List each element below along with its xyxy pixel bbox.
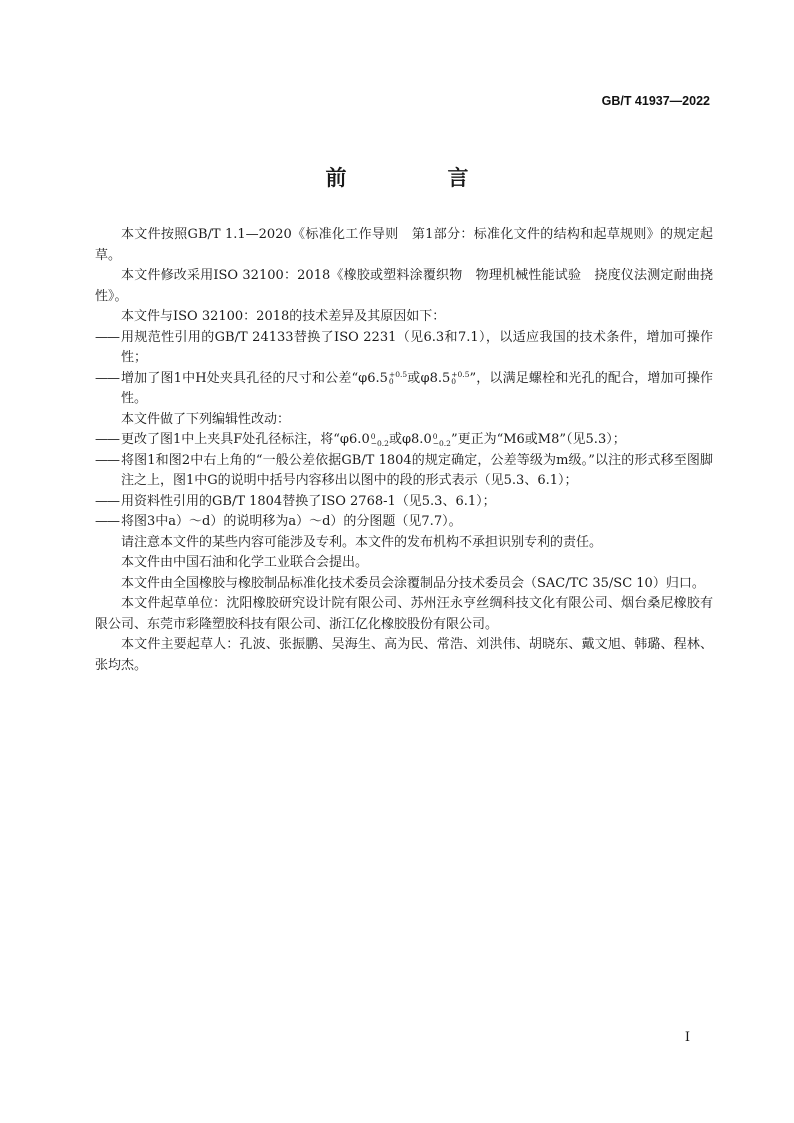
- tolerance-upper: 0: [432, 431, 438, 441]
- tolerance-upper: 0: [370, 431, 376, 441]
- tolerance: [433, 433, 451, 447]
- dash-marker: ——: [95, 514, 119, 529]
- list-item-editorial: [95, 430, 713, 451]
- dash-marker: ——: [95, 329, 119, 345]
- list-item-text: 或φ8.5: [407, 370, 451, 386]
- page-number: I: [684, 1030, 690, 1045]
- dash-marker: ——: [95, 370, 119, 386]
- list-item-text: 用规范性引用的GB/T 24133替换了ISO 2231（见6.3和7.1），以适应我国的技术条件，增加可操作性；: [121, 329, 713, 365]
- paragraph-drafting-units: 本文件起草单位：沈阳橡胶研究设计院有限公司、苏州汪永亨丝绸科技文化有限公司、烟台桑尼橡胶有限公司、东莞市彩隆塑胶科技有限公司、浙江亿化橡胶股份有限公司。: [95, 596, 713, 632]
- paragraph-drafting-rules: 本文件按照GB/T 1.1—2020《标准化工作导则 第1部分：标准化文件的结构和起草规则》的规定起草。: [95, 227, 713, 263]
- tolerance: [389, 371, 407, 385]
- list-item-text: 用资料性引用的GB/T 1804替换了ISO 2768-1（见5.3、6.1）；: [121, 493, 496, 509]
- tolerance-upper: +0.5: [451, 370, 470, 379]
- paragraph-adoption: 本文件修改采用ISO 32100：2018《橡胶或塑料涂覆织物 物理机械性能试验 挠度仪法测定耐曲挠性》。: [95, 268, 713, 304]
- list-item-text: 增加了图1中H处夹具孔径的尺寸和公差“φ6.5: [121, 370, 388, 386]
- tolerance-upper: +0.5: [388, 370, 408, 379]
- paragraph-tech-diff-intro: 本文件与ISO 32100：2018的技术差异及其原因如下：: [121, 309, 446, 324]
- paragraph-patent-notice: 请注意本文件的某些内容可能涉及专利。本文件的发布机构不承担识别专利的责任。: [121, 534, 603, 550]
- paragraph-proposer: 本文件由中国石油和化学工业联合会提出。: [121, 555, 369, 570]
- list-item-text: ”更正为“M6或M8”（见5.3）；: [450, 432, 626, 447]
- paragraph-drafters: 本文件主要起草人：孔波、张振鹏、吴海生、高为民、常浩、刘洪伟、胡晓东、戴文旭、韩璐、程林、张均杰。: [95, 637, 713, 673]
- tolerance: [451, 371, 469, 385]
- list-item-editorial: [95, 512, 713, 533]
- paragraph-committee: 本文件由全国橡胶与橡胶制品标准化技术委员会涂覆制品分技术委员会（SAC/TC 35/SC 10）归口。: [121, 575, 705, 591]
- foreword-body: [95, 225, 713, 676]
- tolerance-lower: −0.2: [432, 438, 451, 448]
- list-item-text: 或φ8.0: [388, 432, 432, 447]
- list-item-tech-diff: [95, 328, 713, 369]
- list-item-text: 将图3中a）～d）的说明移为a）～d）的分图题（见7.7）。: [121, 514, 462, 529]
- dash-marker: ——: [95, 493, 119, 509]
- dash-marker: ——: [95, 452, 119, 468]
- list-item-editorial: [95, 451, 713, 492]
- page-title: 前 言: [325, 165, 509, 190]
- tolerance-lower: −0.2: [370, 438, 389, 448]
- paragraph-editorial-intro: 本文件做了下列编辑性改动：: [121, 411, 291, 427]
- tolerance-lower: 0: [388, 377, 394, 386]
- list-item-text: 更改了图1中上夹具F处孔径标注，将“φ6.0: [121, 432, 370, 447]
- list-item-editorial: [95, 492, 713, 513]
- dash-marker: ——: [95, 432, 119, 447]
- tolerance: [371, 433, 389, 447]
- list-item-text: 将图1和图2中右上角的“一般公差依据GB/T 1804的规定确定，公差等级为m级。”以注的形式移至图脚注之上，图1中G的说明中括号内容移出以图中的段的形式表示（见5.3、6.1）；: [121, 452, 713, 488]
- list-item-tech-diff: [95, 369, 713, 410]
- document-code: GB/T 41937—2022: [601, 94, 710, 108]
- tolerance-lower: 0: [451, 377, 457, 386]
- list-item-text: ”，以满足螺栓和光孔的配合，增加可操作性。: [121, 370, 714, 406]
